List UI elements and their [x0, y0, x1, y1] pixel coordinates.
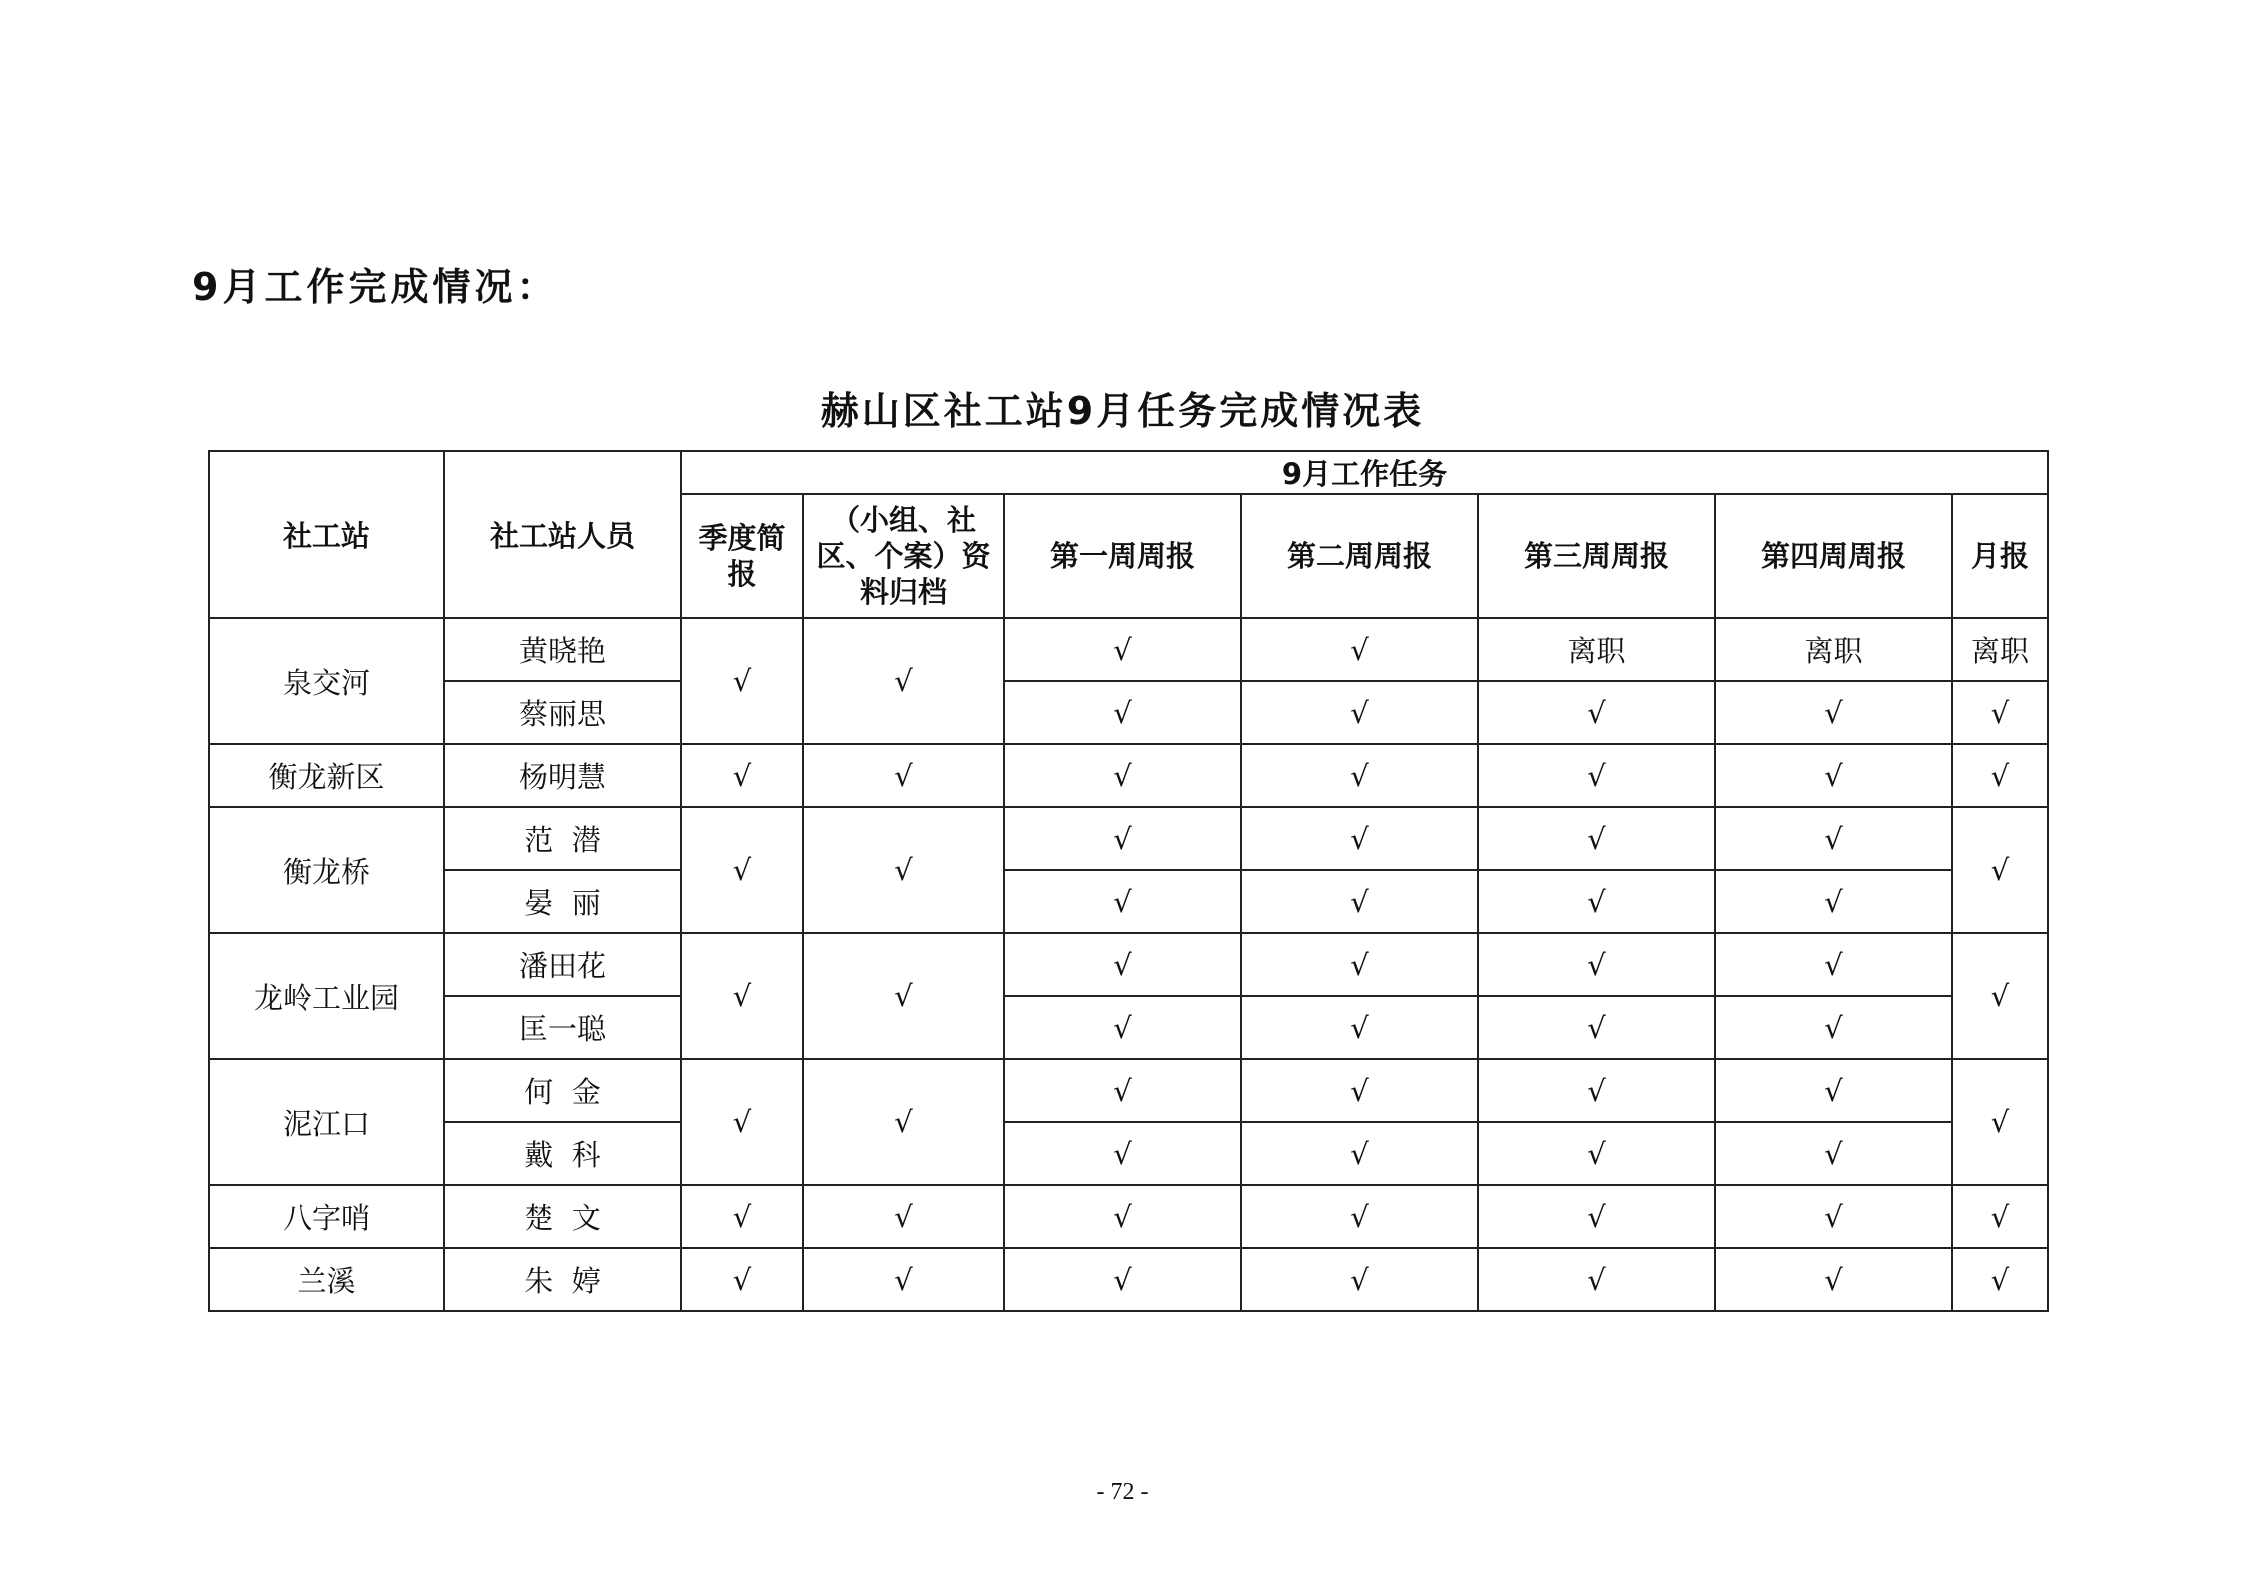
- table-row: [209, 933, 2048, 996]
- staff-name: 戴 科: [444, 1122, 681, 1185]
- station-name: 泥江口: [209, 1059, 444, 1185]
- check-mark: √: [1478, 1059, 1715, 1122]
- check-mark: √: [1952, 744, 2048, 807]
- check-mark: √: [1004, 1059, 1241, 1122]
- check-mark: √: [1478, 1122, 1715, 1185]
- check-mark: √: [1004, 1122, 1241, 1185]
- check-mark: √: [1241, 744, 1478, 807]
- check-mark: √: [1715, 996, 1952, 1059]
- check-mark: √: [1241, 1122, 1478, 1185]
- staff-name: 匡一聪: [444, 996, 681, 1059]
- header-week2: 第二周周报: [1241, 494, 1478, 618]
- check-mark: √: [1004, 996, 1241, 1059]
- table-row: [209, 807, 2048, 870]
- check-mark: √: [1241, 618, 1478, 681]
- staff-name: 杨明慧: [444, 744, 681, 807]
- check-mark: √: [1478, 681, 1715, 744]
- staff-name: 蔡丽思: [444, 681, 681, 744]
- check-mark: √: [1241, 1059, 1478, 1122]
- staff-name: 楚 文: [444, 1185, 681, 1248]
- header-station: 社工站: [209, 451, 444, 618]
- resigned-label: 离职: [1952, 618, 2048, 681]
- check-mark: √: [1478, 933, 1715, 996]
- header-archive: （小组、社区、个案）资料归档: [803, 494, 1004, 618]
- staff-name: 朱 婷: [444, 1248, 681, 1311]
- check-mark: √: [1241, 996, 1478, 1059]
- table-row: [209, 996, 2048, 1059]
- header-week3: 第三周周报: [1478, 494, 1715, 618]
- check-mark: √: [803, 1185, 1004, 1248]
- check-mark: √: [1004, 1248, 1241, 1311]
- check-mark: √: [1715, 933, 1952, 996]
- task-completion-table: [208, 450, 2049, 1312]
- check-mark: √: [681, 933, 803, 1059]
- check-mark: √: [1478, 1185, 1715, 1248]
- section-heading: 9月工作完成情况：: [192, 265, 559, 309]
- check-mark: √: [1004, 807, 1241, 870]
- staff-name: 何 金: [444, 1059, 681, 1122]
- check-mark: √: [803, 1059, 1004, 1185]
- table-title: 赫山区社工站9月任务完成情况表: [820, 389, 1425, 433]
- check-mark: √: [1715, 1248, 1952, 1311]
- check-mark: √: [1241, 807, 1478, 870]
- check-mark: √: [681, 1185, 803, 1248]
- header-staff: 社工站人员: [444, 451, 681, 618]
- check-mark: √: [803, 933, 1004, 1059]
- station-name: 龙岭工业园: [209, 933, 444, 1059]
- table-row: [209, 744, 2048, 807]
- check-mark: √: [1241, 681, 1478, 744]
- header-week4: 第四周周报: [1715, 494, 1952, 618]
- table-row: [209, 1059, 2048, 1122]
- check-mark: √: [1715, 870, 1952, 933]
- page-number: - 72 -: [1096, 1479, 1149, 1505]
- check-mark: √: [1952, 1059, 2048, 1185]
- table-row: [209, 1185, 2048, 1248]
- check-mark: √: [803, 1248, 1004, 1311]
- header-monthly: 月报: [1952, 494, 2048, 618]
- station-name: 衡龙新区: [209, 744, 444, 807]
- check-mark: √: [1478, 1248, 1715, 1311]
- check-mark: √: [1241, 1248, 1478, 1311]
- table-row: [209, 681, 2048, 744]
- header-tasks-group: 9月工作任务: [681, 451, 2048, 494]
- table-row: [209, 1122, 2048, 1185]
- check-mark: √: [1478, 744, 1715, 807]
- check-mark: √: [1478, 870, 1715, 933]
- check-mark: √: [1241, 1185, 1478, 1248]
- check-mark: √: [1952, 1185, 2048, 1248]
- check-mark: √: [1004, 933, 1241, 996]
- check-mark: √: [681, 744, 803, 807]
- check-mark: √: [1241, 870, 1478, 933]
- check-mark: √: [1952, 1248, 2048, 1311]
- table-row: [209, 618, 2048, 681]
- check-mark: √: [1715, 1059, 1952, 1122]
- check-mark: √: [1715, 1122, 1952, 1185]
- table-row: [209, 870, 2048, 933]
- check-mark: √: [803, 744, 1004, 807]
- check-mark: √: [1004, 681, 1241, 744]
- check-mark: √: [681, 1059, 803, 1185]
- staff-name: 晏 丽: [444, 870, 681, 933]
- station-name: 八字哨: [209, 1185, 444, 1248]
- check-mark: √: [681, 1248, 803, 1311]
- check-mark: √: [1952, 681, 2048, 744]
- staff-name: 潘田花: [444, 933, 681, 996]
- check-mark: √: [681, 618, 803, 744]
- resigned-label: 离职: [1478, 618, 1715, 681]
- check-mark: √: [1952, 933, 2048, 1059]
- check-mark: √: [1715, 744, 1952, 807]
- check-mark: √: [803, 807, 1004, 933]
- station-name: 衡龙桥: [209, 807, 444, 933]
- check-mark: √: [803, 618, 1004, 744]
- staff-name: 范 潜: [444, 807, 681, 870]
- resigned-label: 离职: [1715, 618, 1952, 681]
- station-name: 兰溪: [209, 1248, 444, 1311]
- check-mark: √: [1715, 681, 1952, 744]
- check-mark: √: [1241, 933, 1478, 996]
- table-row: [209, 1248, 2048, 1311]
- staff-name: 黄晓艳: [444, 618, 681, 681]
- check-mark: √: [1715, 807, 1952, 870]
- check-mark: √: [1004, 744, 1241, 807]
- check-mark: √: [1952, 807, 2048, 933]
- station-name: 泉交河: [209, 618, 444, 744]
- check-mark: √: [681, 807, 803, 933]
- header-quarterly: 季度简报: [681, 494, 803, 618]
- check-mark: √: [1004, 618, 1241, 681]
- header-week1: 第一周周报: [1004, 494, 1241, 618]
- check-mark: √: [1004, 1185, 1241, 1248]
- check-mark: √: [1004, 870, 1241, 933]
- check-mark: √: [1478, 996, 1715, 1059]
- check-mark: √: [1478, 807, 1715, 870]
- check-mark: √: [1715, 1185, 1952, 1248]
